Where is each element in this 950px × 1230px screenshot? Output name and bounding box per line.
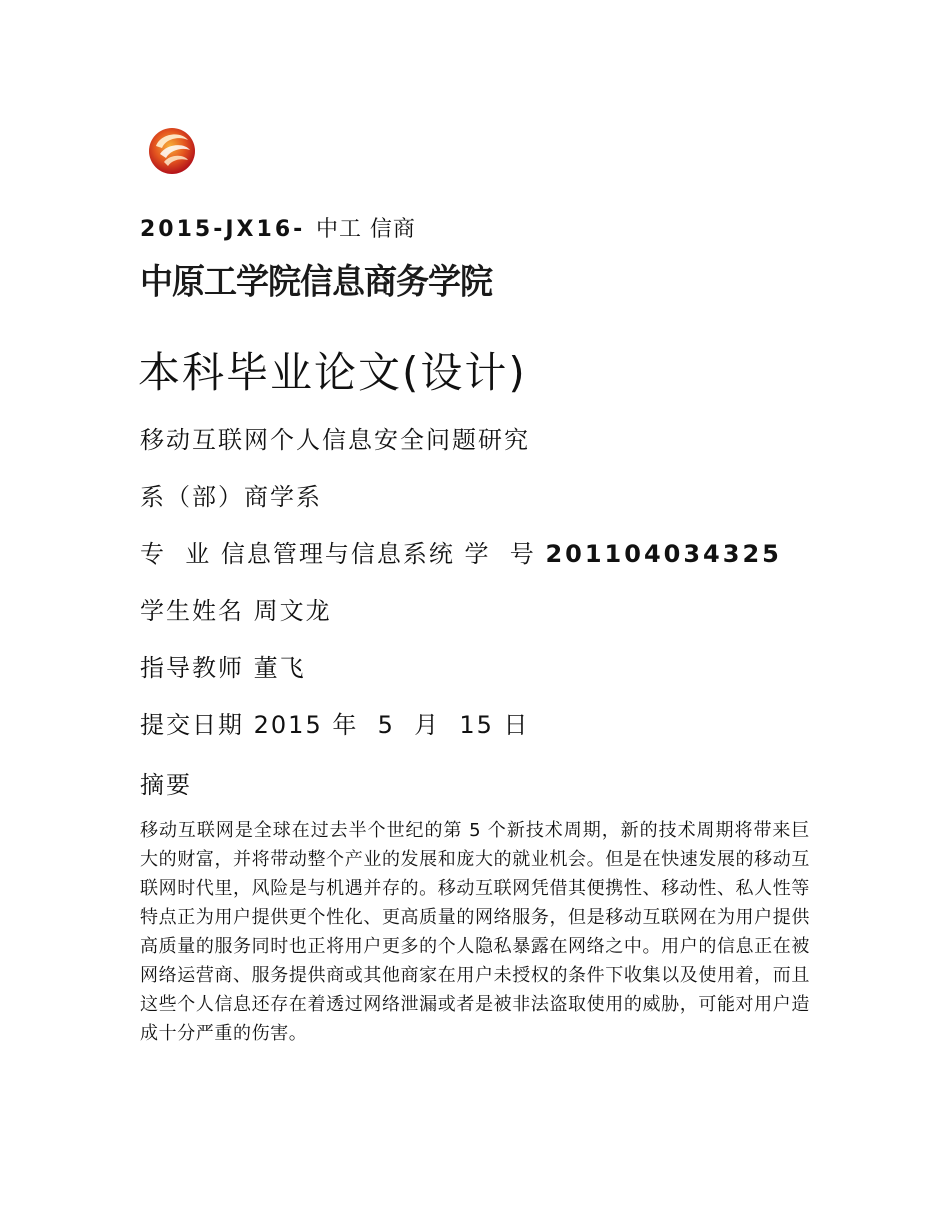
archive-code <box>140 212 416 243</box>
thesis-topic: 移动互联网个人信息安全问题研究 <box>140 426 530 454</box>
abstract-heading: 摘要 <box>140 771 192 799</box>
abstract-body: 移动互联网是全球在过去半个世纪的第 5 个新技术周期，新的技术周期将带来巨大的财富，并将带动整个产业的发展和庞大的就业机会。但是在快速发展的移动互联网时代里，风险是与机遇并存的。移动互联网凭借其便携性、移动性、私人性等特点正为用户提供更个性化、更高质量的网络服务，但是移动互联网在为用户提供高质量的服务同时也正将用户更多的个人隐私暴露在网络之中。用户的信息正在被网络运营商、服务提供商或其他商家在用户未授权的条件下收集以及使用着，而且这些个人信息还存在着透过网络泄漏或者是被非法盗取使用的威胁，可能对用户造成十分严重的伤害。 <box>140 820 810 1044</box>
student-name-label: 学生姓名 <box>140 597 244 625</box>
school-logo-icon <box>146 124 198 176</box>
document-title: 本科毕业论文(设计) <box>138 348 527 397</box>
advisor-field <box>140 648 306 683</box>
submit-date-value: 2015 年 5 月 15 日 <box>253 711 530 739</box>
major-field <box>140 534 782 569</box>
major-value: 信息管理与信息系统 <box>220 540 455 568</box>
department-label: 系（部） <box>140 483 244 511</box>
advisor-value: 董飞 <box>253 654 306 682</box>
department-value: 商学系 <box>244 483 322 511</box>
student-id-label: 学 号 <box>464 540 536 568</box>
archive-code-number: 2015-JX16- <box>140 217 306 242</box>
archive-code-suffix: 中工 信商 <box>315 217 416 242</box>
major-label: 专 业 <box>140 540 212 568</box>
advisor-label: 指导教师 <box>140 654 244 682</box>
submit-date-label: 提交日期 <box>140 711 244 739</box>
student-name-value: 周文龙 <box>253 597 332 625</box>
student-name-field <box>140 591 332 626</box>
school-name: 中原工学院信息商务学院 <box>140 261 492 303</box>
department-field <box>140 477 322 512</box>
student-id-value: 201104034325 <box>545 540 782 568</box>
submit-date-field <box>140 705 530 740</box>
